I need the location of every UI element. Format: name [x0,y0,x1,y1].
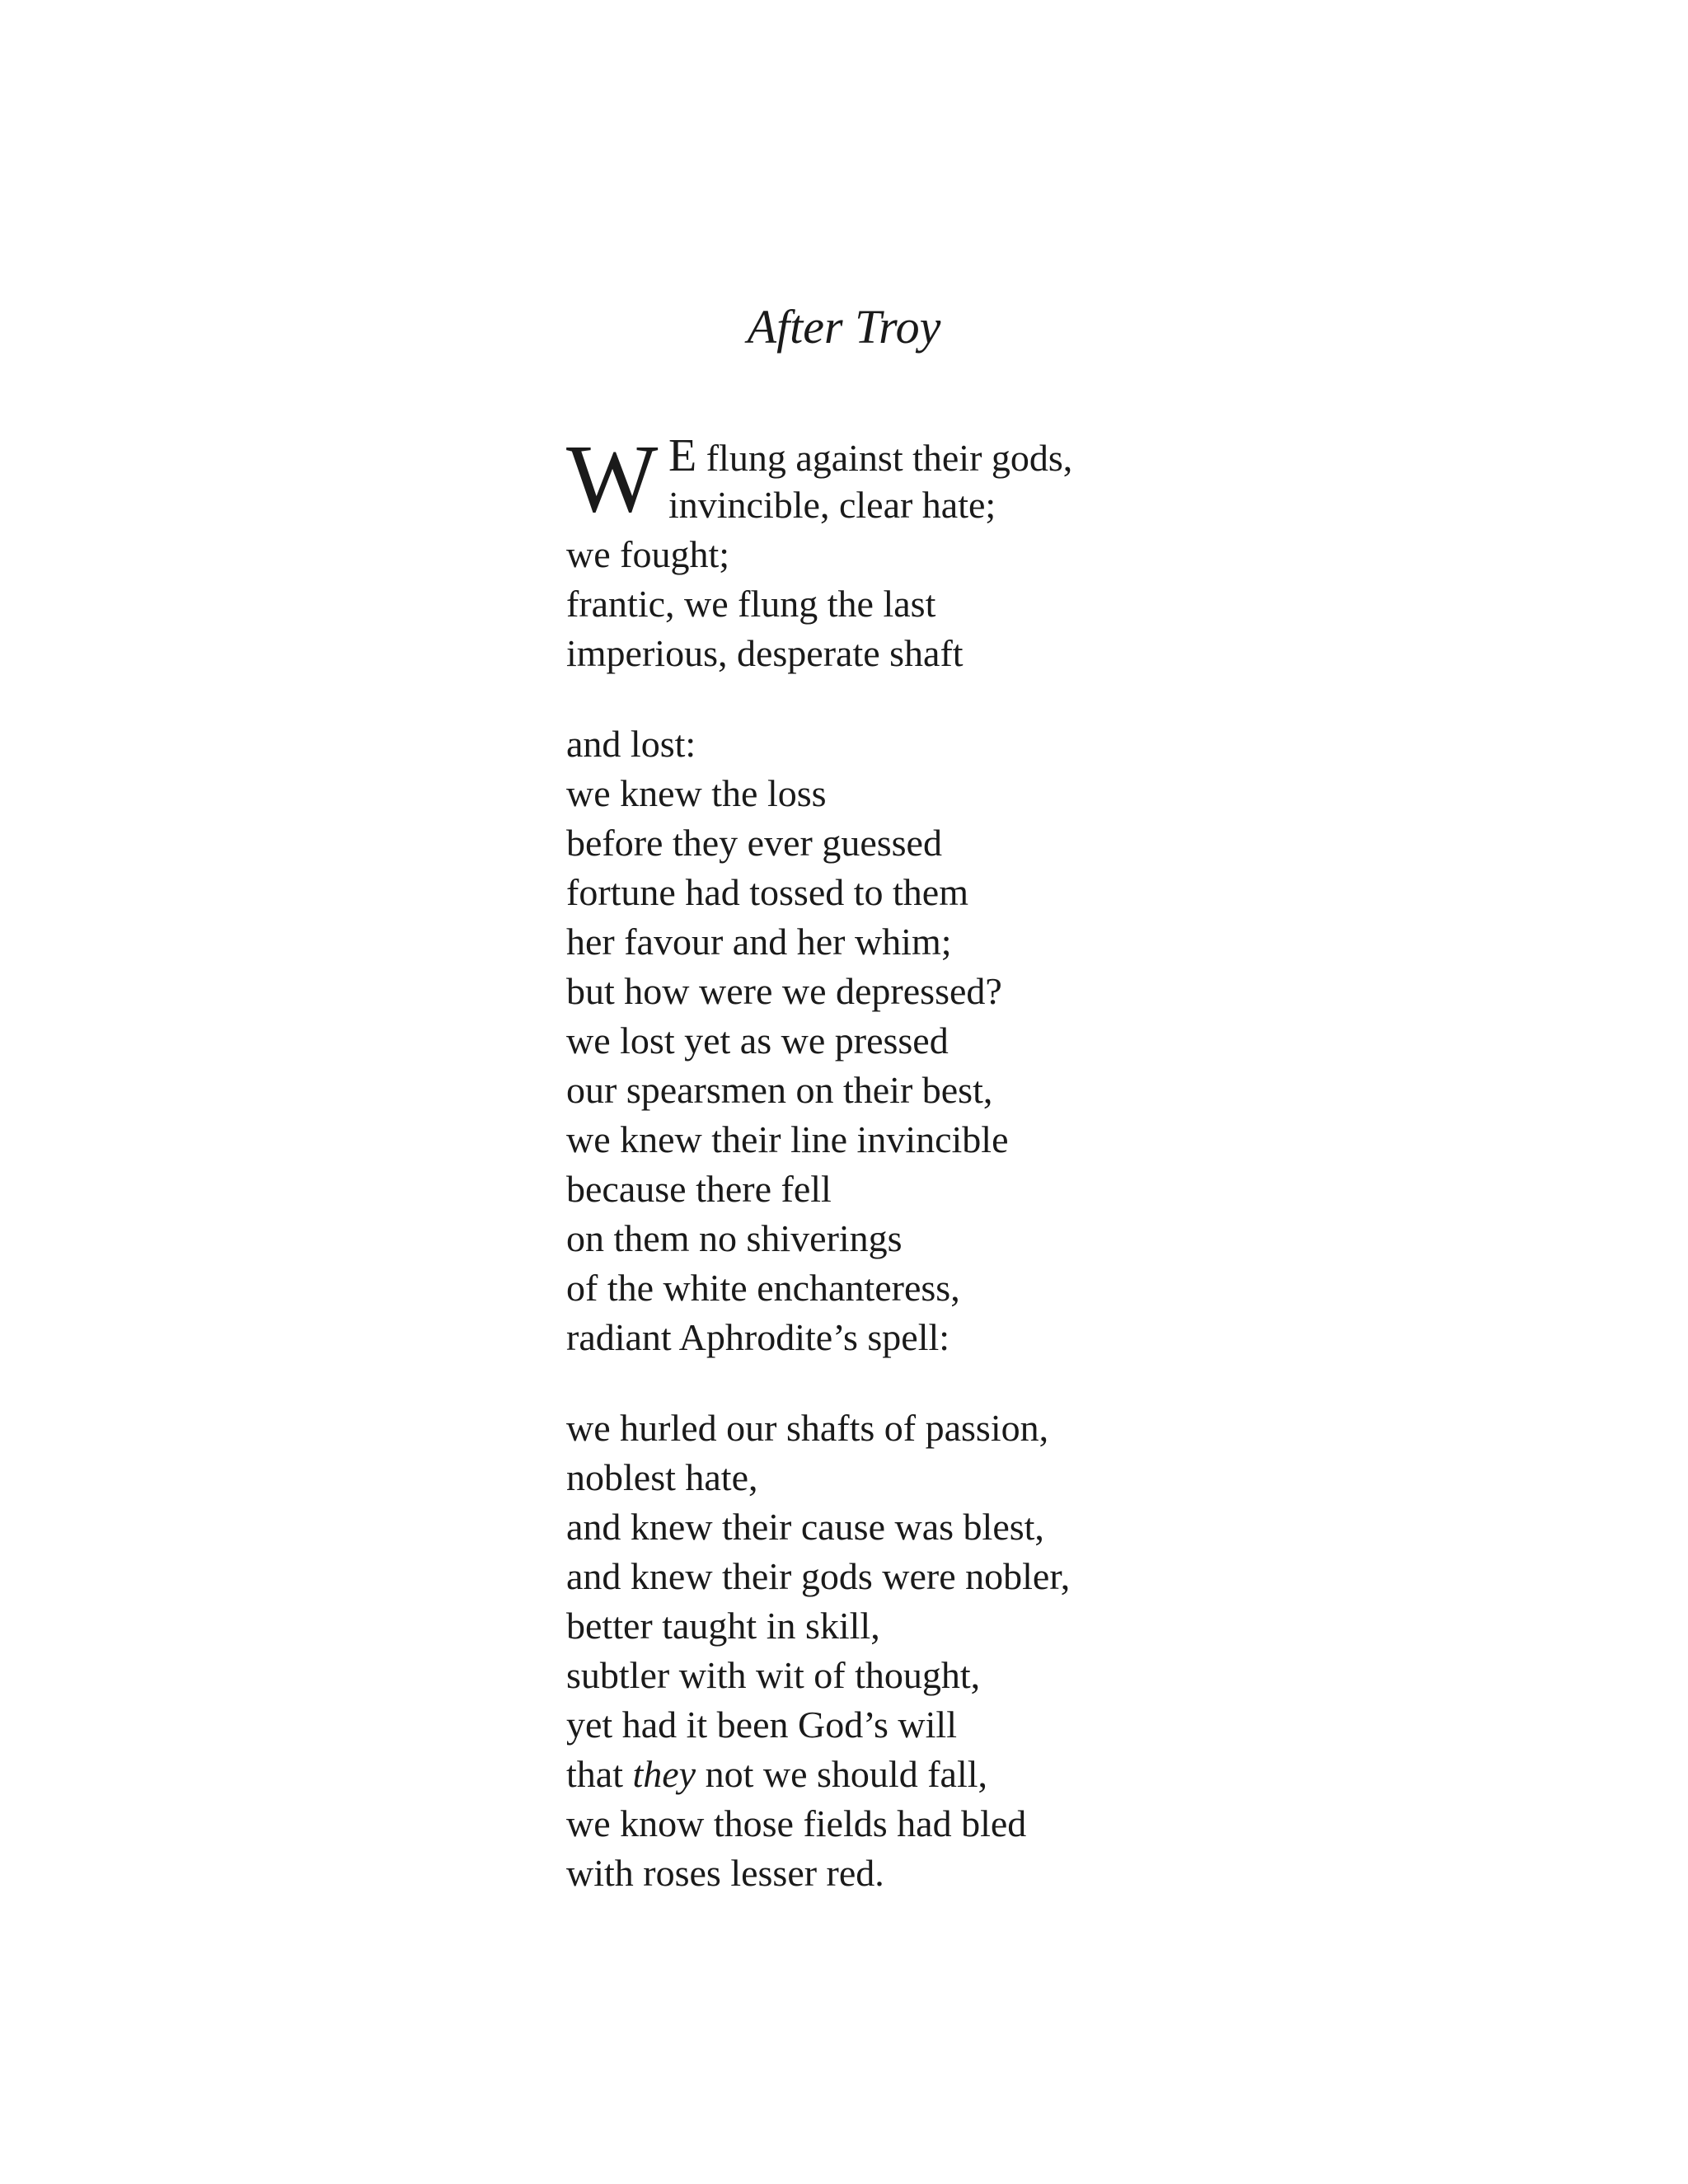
line-text: flung against their gods, [696,437,1073,479]
poem-line: invincible, clear hate; [668,484,996,526]
poem-line: imperious, desperate shaft [566,632,964,674]
poem-line: better taught in skill, [566,1605,880,1647]
poem-line: our spearsmen on their best, [566,1069,993,1111]
poem-line: but how were we depressed? [566,970,1002,1012]
poem-line [566,1750,1473,1799]
poem-line: fortune had tossed to them [566,871,969,913]
line-text: that [566,1753,633,1795]
small-cap-letter: E [668,430,697,481]
poem-line: of the white enchanteress, [566,1267,960,1309]
poem-line: we hurled our shafts of passion, [566,1407,1049,1449]
poem-line: and lost: [566,723,696,765]
poem-line: before they ever guessed [566,822,942,864]
stanza-1 [566,424,1473,678]
poem-line: we knew their line invincible [566,1118,1009,1160]
poem-line: we lost yet as we pressed [566,1019,949,1062]
poem-line: radiant Aphrodite’s spell: [566,1316,950,1358]
poem-line: we fought; [566,533,730,575]
poem-line: frantic, we flung the last [566,583,936,625]
line-text: not we should fall, [696,1753,988,1795]
stanza-2 [566,719,1473,1362]
poem-title: After Troy [747,300,941,354]
poem-line: subtler with wit of thought, [566,1654,981,1696]
poem-line: on them no shiverings [566,1217,903,1259]
poem-line: yet had it been God’s will [566,1704,957,1746]
stanza-3 [566,1404,1473,1898]
poem-line: noblest hate, [566,1456,758,1498]
drop-cap: W [566,424,659,532]
poem-line: her favour and her whim; [566,921,952,963]
poem-line: and knew their gods were nobler, [566,1555,1071,1597]
poem-line: because there fell [566,1168,832,1210]
opening-lines [566,424,1473,532]
poem-body [566,424,1473,1898]
poem-line: we know those fields had bled [566,1802,1027,1844]
poem-line: and knew their cause was blest, [566,1506,1044,1548]
poem-line: we knew the loss [566,772,827,814]
poem-line [566,431,1473,480]
poem-line: with roses lesser red. [566,1852,884,1894]
emphasized-word: they [632,1753,696,1795]
